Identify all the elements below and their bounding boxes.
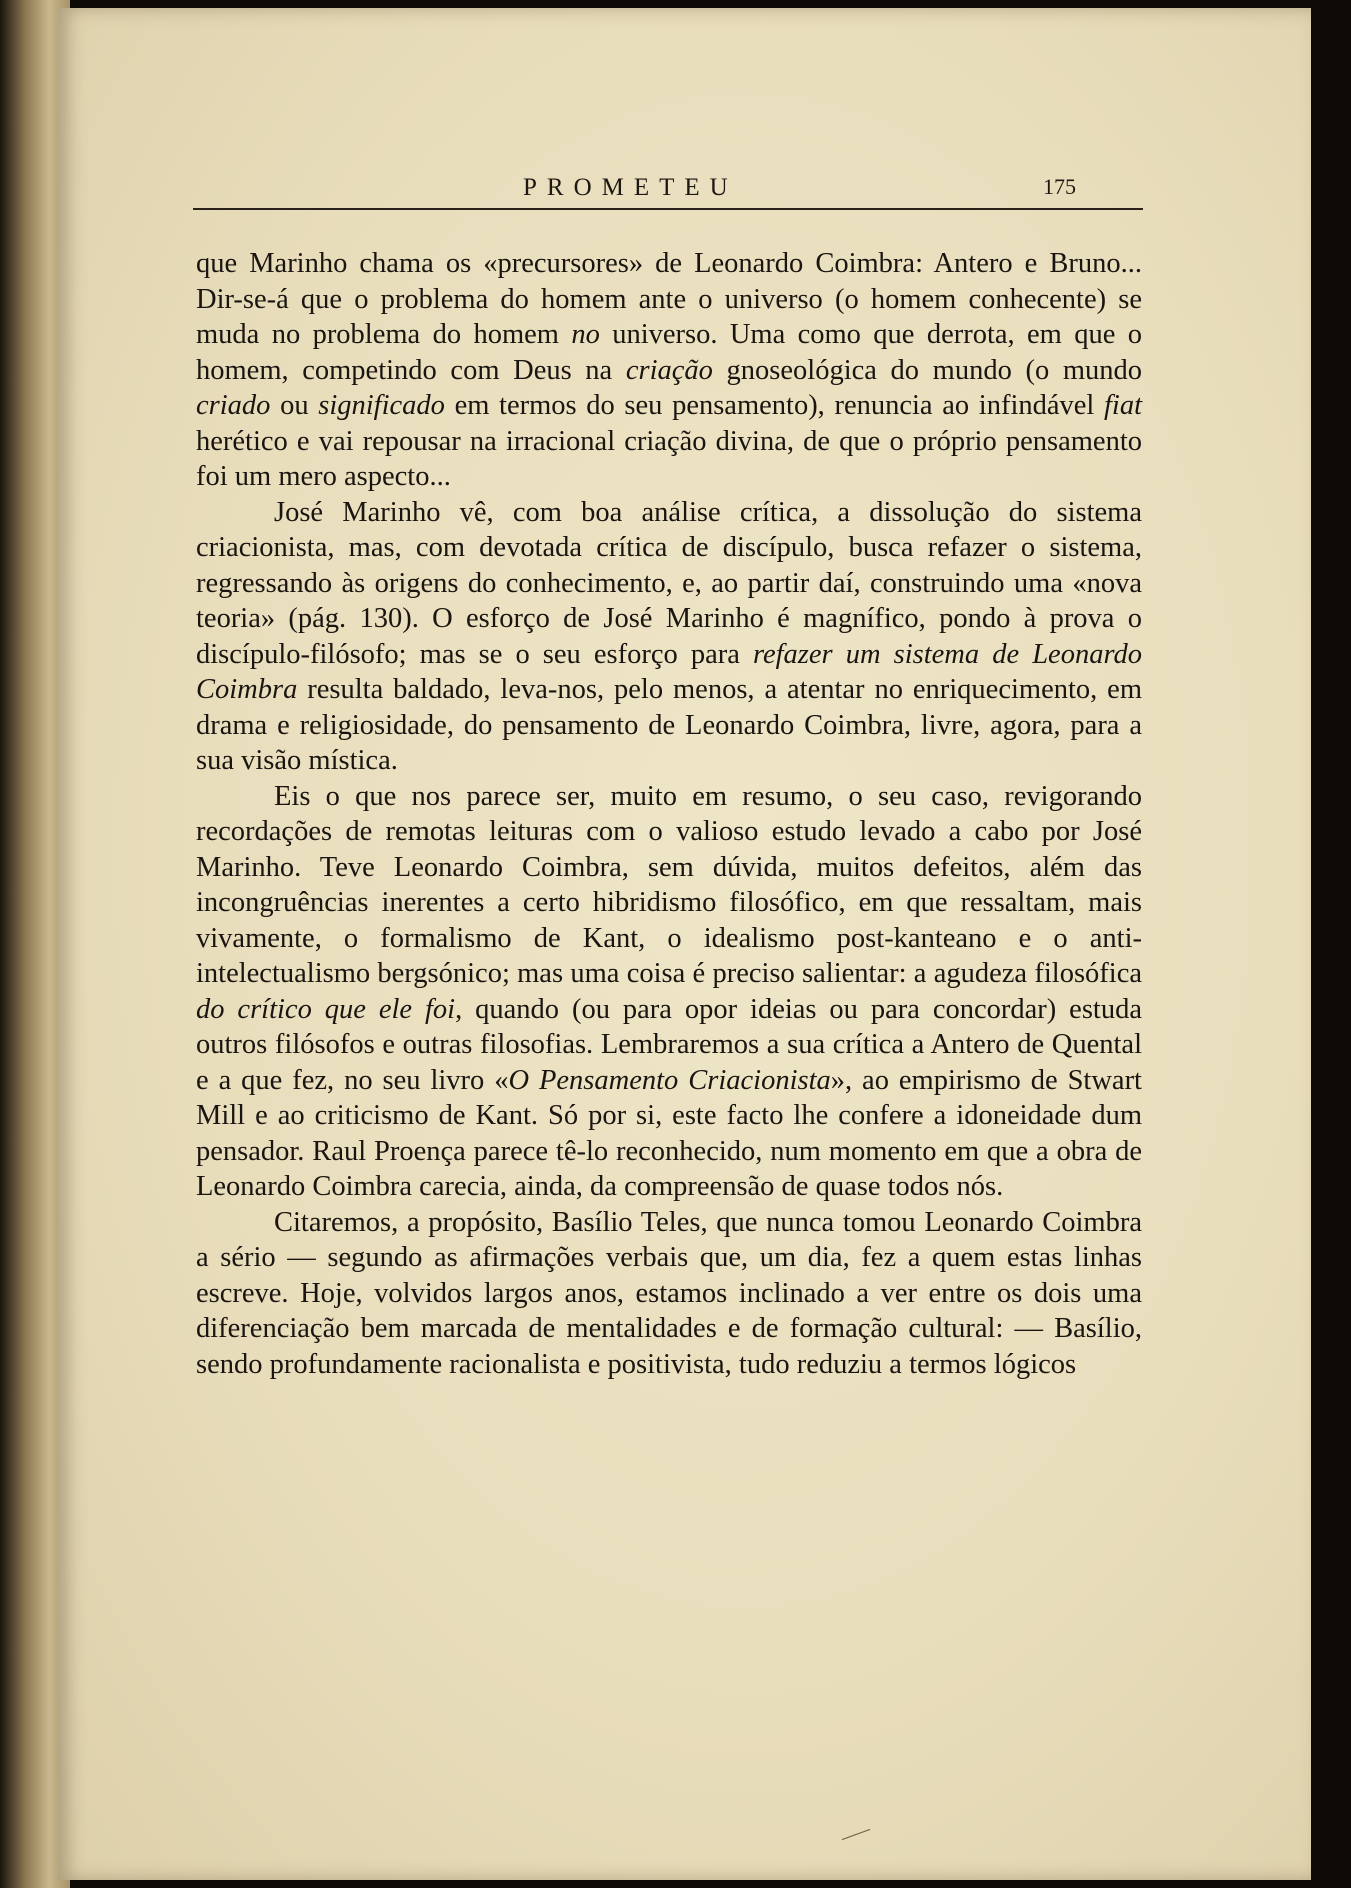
text-run: », ao empirismo de Stwart Mill e ao criticismo de Kant. Só por si, este facto lhe confere a idoneidade dum pensador. Raul Proença parece tê-lo reconhecido, num momento em que a obra de Leonardo Coimbra carecia, ainda, da compreensão de quase todos nós. bbox=[196, 1064, 1142, 1202]
text-run: em termos do seu pensamento), renuncia ao infindável bbox=[444, 390, 1104, 421]
italic-text: fiat bbox=[1103, 390, 1142, 421]
paragraph bbox=[196, 1205, 1142, 1383]
text-run: ou bbox=[270, 390, 319, 421]
text-run: gnoseológica do mundo (o mundo bbox=[712, 354, 1142, 386]
italic-text: criação bbox=[625, 354, 713, 386]
text-run: José Marinho vê, com boa análise crítica, a dissolução do sistema criacionista, mas, com devotada crítica de discípulo, busca refazer o sistema, regressando às origens do conhecimento, e, ao partir daí, construindo uma «nova teoria» (pág. 130). O esforço de José Marinho é magnífico, pondo à prova o discípulo-filósofo; mas se o seu esforço para bbox=[196, 496, 1142, 670]
paragraph bbox=[196, 246, 1142, 495]
book-page bbox=[58, 8, 1311, 1880]
body-text bbox=[196, 246, 1142, 1382]
italic-text: refazer um sistema de Leonardo Coimbra bbox=[196, 638, 1142, 705]
page-number: 175 bbox=[1043, 174, 1076, 199]
header-rule bbox=[193, 208, 1143, 210]
italic-text: do crítico que ele foi bbox=[196, 993, 456, 1025]
text-run: herético e vai repousar na irracional criação divina, de que o próprio pensamento foi um mero aspecto... bbox=[196, 425, 1142, 492]
italic-text: significado bbox=[318, 390, 445, 421]
italic-text: no bbox=[571, 319, 600, 350]
text-run: Eis o que nos parece ser, muito em resumo, o seu caso, revigorando recordações de remotas leituras com o valioso estudo levado a cabo por José Marinho. Teve Leonardo Coimbra, sem dúvida, muitos defeitos, além das incongruências inerentes a certo hibridismo filosófico, em que ressaltam, mais vivamente, o formalismo de Kant, o idealismo post-kanteano e o anti-intelectualismo bergsónico; mas uma coisa é preciso salientar: a agudeza filosófica bbox=[196, 780, 1142, 989]
text-run: resulta baldado, leva-nos, pelo menos, a atentar no enriquecimento, em drama e religiosidade, do pensamento de Leonardo Coimbra, livre, agora, para a sua visão mística. bbox=[196, 674, 1142, 776]
text-run: Citaremos, a propósito, Basílio Teles, que nunca tomou Leonardo Coimbra a sério — segundo as afirmações verbais que, um dia, fez a quem estas linhas escreve. Hoje, volvidos largos anos, estamos inclinado a ver entre os dois uma diferenciação bem marcada de mentalidades e de formação cultural: — Basílio, sendo profundamente racionalista e positivista, tudo reduziu a termos lógicos bbox=[196, 1206, 1142, 1380]
paragraph bbox=[196, 779, 1142, 1205]
running-title: PROMETEU bbox=[523, 174, 738, 201]
pencil-mark bbox=[842, 1829, 871, 1840]
text-run: que Marinho chama os «precursores» de Leonardo Coimbra: Antero e Bruno... Dir-se-á que o problema do homem ante o universo (o homem conhecente) se muda no problema do homem bbox=[196, 248, 1142, 350]
italic-text: O Pensamento Criacionista bbox=[508, 1064, 831, 1096]
text-run: , quando (ou para opor ideias ou para concordar) estuda outros filósofos e outras filosofias. Lembraremos a sua crítica a Antero de Quental e a que fez, no seu livro « bbox=[196, 993, 1142, 1096]
paragraph bbox=[196, 495, 1142, 779]
italic-text: criado bbox=[196, 390, 271, 421]
text-run: universo. Uma como que derrota, em que o homem, competindo com Deus na bbox=[196, 319, 1142, 386]
page-header bbox=[193, 164, 1143, 214]
